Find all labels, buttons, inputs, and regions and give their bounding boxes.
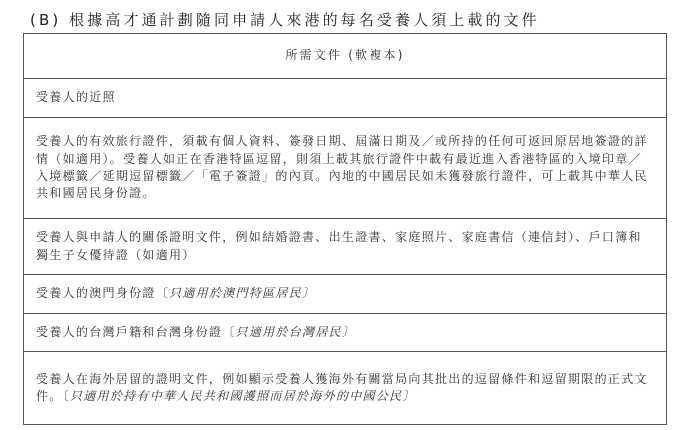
document-item-taiwan-id <box>24 314 667 352</box>
document-item-text: 受養人的近照 <box>36 90 116 105</box>
document-item-relationship-proof <box>24 219 667 275</box>
table-row <box>24 275 667 314</box>
document-item-text: 受養人的有效旅行證件，須載有個人資料、簽發日期、屆滿日期及／或所持的任何可返回原居地簽證的詳情（如適用）。受養人如正在香港特區逗留，則須上載其旅行證件中載有最近進入香港特區的入境印章／入境標籤／延期逗留標籤／「電子簽證」的內頁。內地的中國居民如未獲發旅行證件，可上載其中華人民共和國居民身份證。 <box>36 134 648 201</box>
table-row <box>24 118 667 219</box>
document-item-note: 只適用於澳門特區居民〕 <box>169 286 316 301</box>
document-item-text: 受養人在海外居留的證明文件，例如顯示受養人獲海外有關當局向其批出的逗留條件和逗留期限的正式文件。〔 <box>36 371 648 403</box>
document-item-overseas-residence <box>24 352 667 425</box>
table-row <box>24 219 667 275</box>
document-item-text: 受養人的台灣戶籍和台灣身份證〔 <box>36 324 236 339</box>
document-item-text: 受養人與申請人的關係證明文件，例如結婚證書、出生證書、家庭照片、家庭書信（連信封）、戶口簿和獨生子女優待證（如適用） <box>36 230 642 262</box>
document-item-note: 只適用於台灣居民〕 <box>235 324 356 339</box>
table-row <box>24 352 667 425</box>
section-heading: (B) 根據高才通計劃隨同申請人來港的每名受養人須上載的文件 <box>30 11 540 29</box>
table-header-cell: 所需文件 (軟複本) <box>24 34 667 79</box>
table-row <box>24 79 667 118</box>
document-item-macao-id <box>24 275 667 314</box>
document-item-text: 受養人的澳門身份證〔 <box>36 286 170 301</box>
table-row <box>24 314 667 352</box>
document-item-photo <box>24 79 667 118</box>
required-documents-table <box>23 33 667 425</box>
document-item-travel-document <box>24 118 667 219</box>
table-header-row <box>24 34 667 79</box>
document-item-note: 只適用於持有中華人民共和國護照而居於海外的中國公民〕 <box>69 389 416 403</box>
